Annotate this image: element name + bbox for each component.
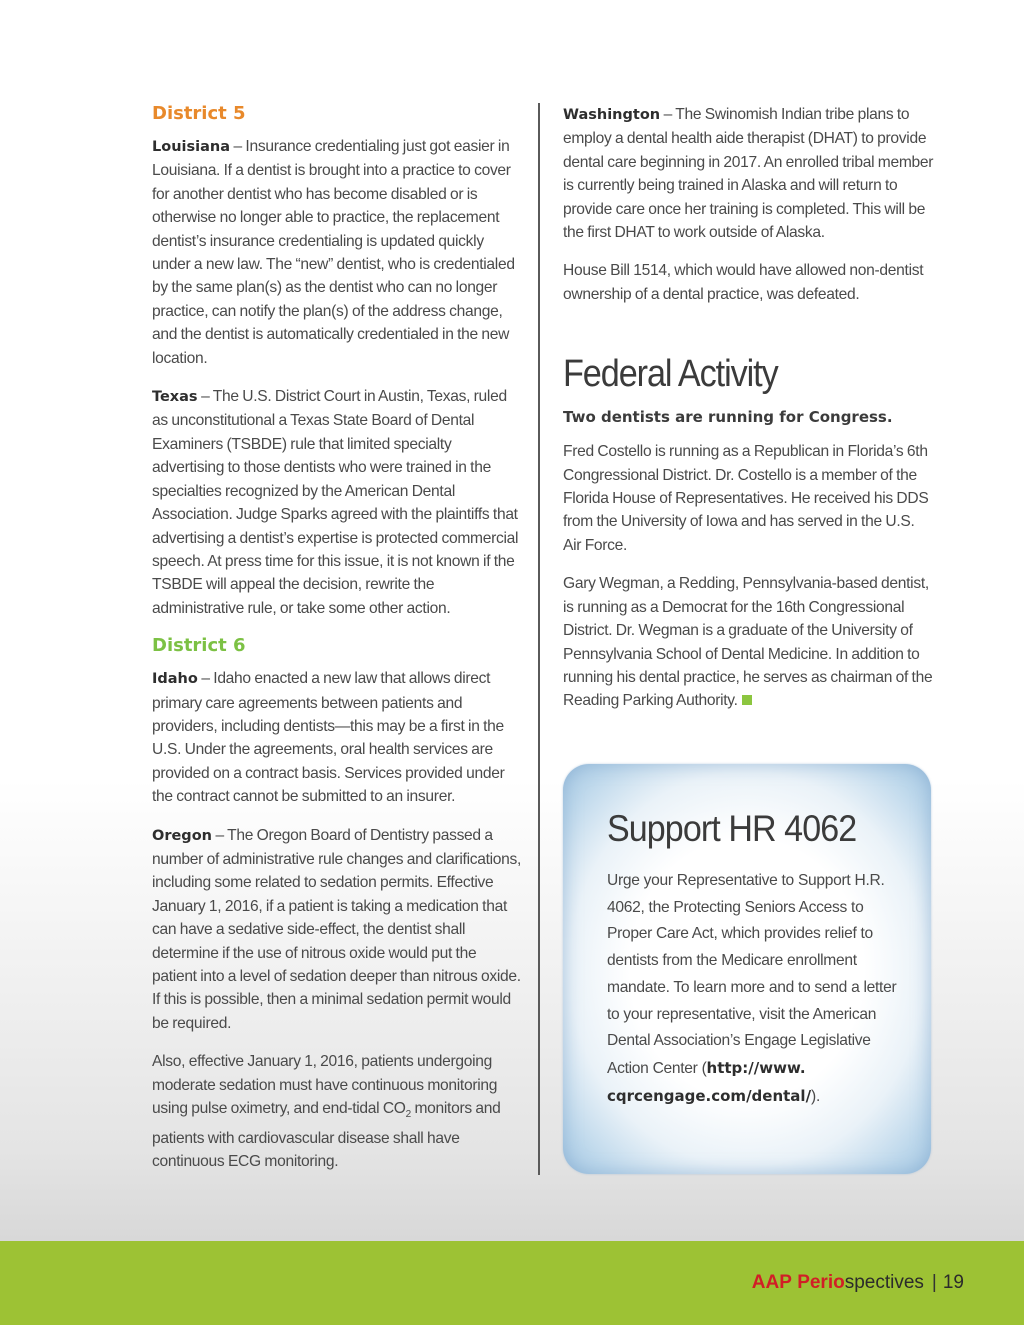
- right-column: [563, 103, 935, 728]
- texas-paragraph: [152, 385, 524, 620]
- louisiana-text: – Insurance credentialing just got easier in Louisiana. If a dentist is brought into a practice to cover for another dentist who has become disabled or is otherwise no longer able to practice, the replacement dentist’s insurance credentialing is updated quickly under a new law. The “new” dentist, who is credentialed by the same plan(s) as the dentist who can no longer practice, can notify the plan(s) of the address change, and the dentist is automatically credentialed in the new location.: [152, 138, 515, 367]
- district-6-heading: District 6: [152, 635, 246, 657]
- louisiana-paragraph: [152, 135, 524, 370]
- brand-separator: |: [931, 1272, 937, 1293]
- washington-paragraph: [563, 103, 935, 244]
- idaho-paragraph: [152, 667, 524, 808]
- support-hr-body: Urge your Representative to Support H.R. 4062, the Protecting Seniors Access to Proper Care Act, which provides relief to dentists from the Medicare enrollment mandate. To learn more and to send a letter to your representative, visit the American Dental Association’s Engage Legislative Action Center (: [607, 872, 897, 1077]
- oregon-text: – The Oregon Board of Dentistry passed a number of administrative rule changes and clarifications, including some related to sedation permits. Effective January 1, 2016, if a patient is taking a medication that can have a sedative side-effect, the dentist shall determine if the use of nitrous oxide would put the patient into a level of sedation deeper than nitrous oxide. If this is possible, then a minimal sedation permit would be required.: [152, 826, 522, 1032]
- costello-paragraph: Fred Costello is running as a Republican in Florida’s 6th Congressional District. Dr. Costello is a member of the Florida House of Representatives. He received his DDS from the University of Iowa and has served in the U.S. Air Force.: [563, 443, 929, 554]
- idaho-label: Idaho: [152, 671, 198, 688]
- wegman-paragraph: [563, 572, 935, 712]
- oregon-label: Oregon: [152, 827, 212, 844]
- brand-spectives: spectives: [844, 1272, 924, 1293]
- federal-activity-heading: Federal Activity: [563, 353, 778, 396]
- federal-lead: Two dentists are running for Congress.: [563, 408, 893, 427]
- publication-brand: [752, 1272, 964, 1294]
- brand-perio: Perio: [797, 1272, 845, 1293]
- end-of-article-icon: [742, 695, 752, 705]
- left-column: [152, 103, 524, 1188]
- column-divider: [538, 103, 540, 1175]
- support-hr-text: [607, 868, 897, 1110]
- house-bill-paragraph: House Bill 1514, which would have allowed non-dentist ownership of a dental practice, was defeated.: [563, 262, 924, 303]
- support-hr-after: ).: [811, 1087, 820, 1105]
- support-hr-4062-box: [563, 764, 931, 1174]
- sedation-paragraph: [152, 1050, 524, 1173]
- oregon-paragraph: [152, 824, 524, 1036]
- footer-bar: [0, 1241, 1024, 1325]
- district-5-heading: District 5: [152, 103, 246, 124]
- louisiana-label: Louisiana: [152, 139, 230, 155]
- support-hr-title: Support HR 4062: [607, 808, 857, 849]
- texas-text: – The U.S. District Court in Austin, Texas, ruled as unconstitutional a Texas State Board of Dental Examiners (TSBDE) rule that limited specialty advertising to those dentists who were trained in the specialties recognized by the American Dental Association. Judge Sparks agreed with the plaintiffs that advertising a dentist’s expertise is protected commercial speech. At press time for this issue, it is not known if the TSBDE will appeal the decision, rewrite the administrative rule, or take some other action.: [152, 388, 519, 617]
- wegman-text: Gary Wegman, a Redding, Pennsylvania-based dentist, is running as a Democrat for the 16th Congressional District. Dr. Wegman is a graduate of the University of Pennsylvania School of Dental Medicine. In addition to running his dental practice, he serves as chairman of the Reading Parking Authority.: [563, 575, 933, 710]
- sedation-text-2: monitors and patients with cardiovascular disease shall have continuous ECG monitoring.: [152, 1100, 501, 1170]
- washington-label: Washington: [563, 107, 661, 123]
- idaho-text: – Idaho enacted a new law that allows direct primary care agreements between patients and providers, including dentists—this may be a first in the U.S. Under the agreements, oral health services are provided on a contract basis. Services provided under the contract cannot be submitted to an insurer.: [152, 670, 505, 806]
- texas-label: Texas: [152, 389, 198, 406]
- engage-link[interactable]: http://www. cqrcengage.com/dental/: [607, 1058, 812, 1105]
- sedation-text-1: Also, effective January 1, 2016, patients undergoing moderate sedation must have continuous monitoring using pulse oximetry, and end-tidal CO: [152, 1053, 498, 1118]
- page-number: 19: [942, 1272, 964, 1293]
- washington-text: – The Swinomish Indian tribe plans to employ a dental health aide therapist (DHAT) to provide dental care beginning in 2017. An enrolled tribal member is currently being trained in Alaska and will return to provide care once her training is completed. This will be the first DHAT to work outside of Alaska.: [563, 106, 934, 242]
- brand-aap: AAP: [751, 1272, 792, 1293]
- co2-subscript: 2: [405, 1109, 411, 1121]
